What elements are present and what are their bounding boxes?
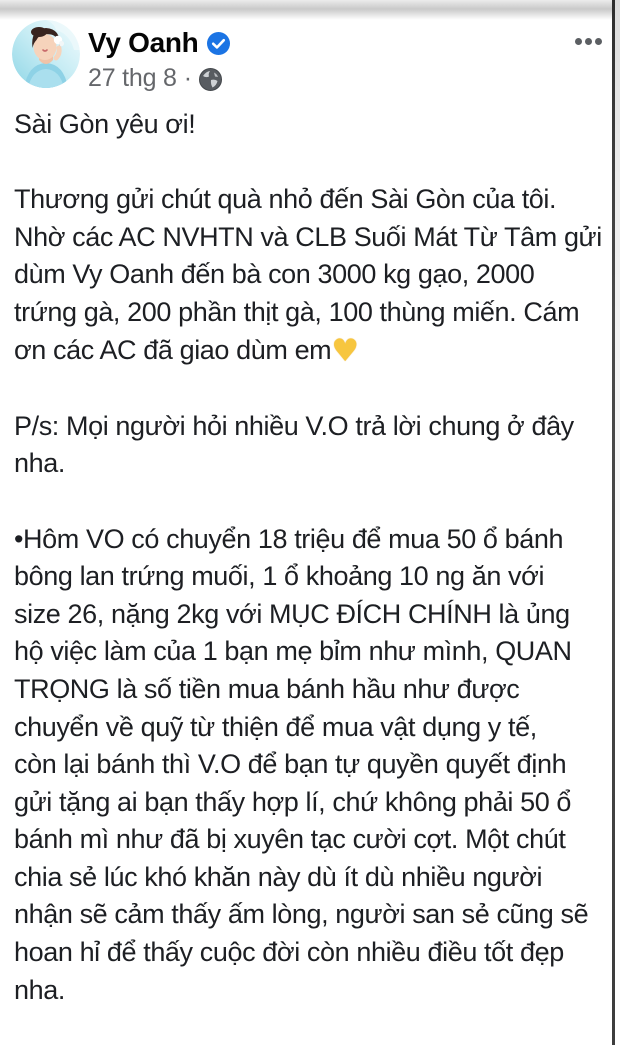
ellipsis-dot <box>595 38 602 45</box>
more-options-button[interactable] <box>566 31 602 51</box>
avatar[interactable] <box>12 20 80 88</box>
verified-badge-icon <box>207 32 230 55</box>
screen-edge-line <box>612 0 615 1045</box>
post-paragraph: P/s: Mọi người hỏi nhiều V.O trả lời chung ở đây nha. <box>14 410 574 479</box>
date-row <box>88 64 230 93</box>
post-header <box>0 0 620 100</box>
yellow-heart-emoji: ♥ <box>331 332 360 369</box>
post-timestamp[interactable]: 27 thg 8 <box>88 64 177 92</box>
screen-edge-strip <box>615 0 620 1045</box>
post-paragraph: •Hôm VO có chuyển 18 triệu để mua 50 ổ bánh bông lan trứng muối, 1 ổ khoảng 10 ng ăn với size 26, nặng 2kg với MỤC ĐÍCH CHÍNH là ủng hộ việc làm của 1 bạn mẹ bỉm như mình, QUAN TRỌNG là số tiền mua bánh hầu như được chuyển về quỹ từ thiện để mua vật dụng y tế, còn lại bánh thì V.O để bạn tự quyền quyết định gửi tặng ai bạn thấy hợp lí, chứ không phải 50 ổ bánh mì như đã bị xuyên tạc cười cợt. Một chút chia sẻ lúc khó khăn này dù ít dù nhiều người nhận sẽ cảm thấy ấm lòng, người san sẻ cũng sẽ hoan hỉ để thấy cuộc đời còn nhiều điều tốt đẹp nha. <box>14 523 589 1005</box>
post-text <box>14 106 614 1009</box>
author-name[interactable]: Vy Oanh <box>88 27 199 58</box>
ellipsis-dot <box>575 38 582 45</box>
post-paragraph: Thương gửi chút quà nhỏ đến Sài Gòn của tôi. Nhờ các AC NVHTN và CLB Suối Mát Từ Tâm gửi dùm Vy Oanh đến bà con 3000 kg gạo, 2000 trứng gà, 200 phần thịt gà, 100 thùng miến. Cám ơn các AC đã giao dùm em♥ <box>14 184 602 369</box>
post-paragraph: Sài Gòn yêu ơi! <box>14 109 196 139</box>
ellipsis-dot <box>585 38 592 45</box>
date-separator: · <box>183 64 192 92</box>
header-text <box>88 29 230 93</box>
avatar-image <box>12 20 80 88</box>
globe-icon <box>199 68 222 91</box>
name-row <box>88 29 230 57</box>
